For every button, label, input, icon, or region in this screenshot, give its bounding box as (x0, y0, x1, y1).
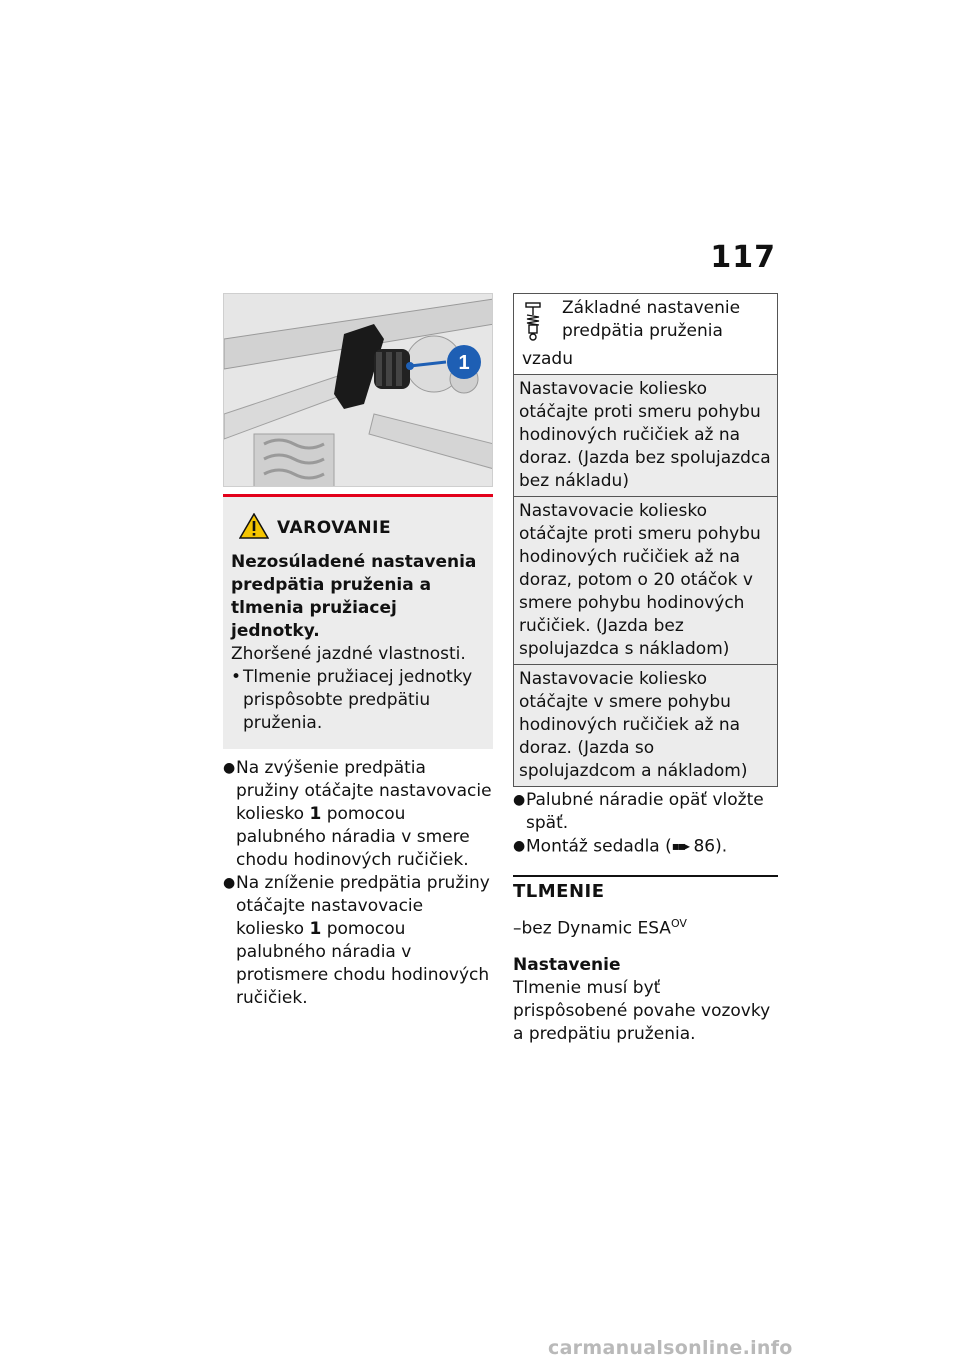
step-text: Montáž sedadla ( (526, 836, 672, 857)
table-header-line: Základné nastavenie (562, 298, 741, 318)
bullet-dot-icon: • (231, 667, 242, 687)
left-step-list (223, 757, 493, 1010)
warning-box (223, 494, 493, 749)
shock-absorber-icon (522, 297, 562, 348)
list-item (223, 757, 493, 872)
subtitle-text: –bez Dynamic ESA (513, 918, 671, 939)
step-text: pomocou palubného náradia v protismere chodu hodinových ručičiek. (236, 919, 490, 1008)
body-paragraph: Tlmenie musí byť prispôsobené povahe vozovky a predpätiu pruženia. (513, 978, 771, 1045)
right-step-list (513, 789, 778, 859)
page-number: 117 (710, 240, 776, 275)
table-row: Nastavovacie koliesko otáčajte proti smeru pohybu hodinových ručičiek až na doraz, potom o 20 otáčok v smere pohybu hodinových ručičiek. (Jazda bez spolujazdca s nákladom) (514, 497, 778, 665)
step-text: Na zníženie predpätia pružiny otáčajte nastavovacie koliesko (236, 873, 490, 939)
section-subtitle (513, 912, 778, 941)
list-item (223, 872, 493, 1010)
table-header-line: predpätia pruženia (562, 321, 723, 341)
page-reference[interactable]: 86). (688, 836, 728, 857)
step-text: pomocou palubného náradia v smere chodu hodinových ručičiek. (236, 804, 470, 870)
subsection-heading: Nastavenie (513, 955, 621, 976)
warning-measure (231, 666, 483, 735)
page-reference-arrow-icon[interactable]: ▪▪▸ (671, 839, 689, 853)
step-bullet-icon: ● (513, 838, 526, 854)
part-reference: 1 (309, 804, 322, 824)
section-title: TLMENIE (513, 880, 605, 902)
step-text: Na zvýšenie predpätia pružiny otáčajte nastavovacie koliesko (236, 758, 492, 824)
list-item (513, 835, 778, 859)
step-bullet-icon: ● (513, 792, 526, 808)
option-superscript: OV (670, 916, 687, 930)
right-column (513, 293, 778, 1046)
table-header-line: vzadu (522, 349, 573, 369)
figure-callout-label: 1 (458, 352, 470, 374)
warning-title: VAROVANIE (277, 518, 392, 538)
warning-hazard: Nezosúladené nastavenia predpätia pruženia a tlmenia pružiacej jednotky. (231, 552, 477, 641)
warning-triangle-icon (239, 513, 269, 543)
warning-measure-text: Tlmenie pružiacej jednotky prispôsobte predpätiu pruženia. (243, 667, 473, 733)
warning-consequence: Zhoršené jazdné vlastnosti. (231, 644, 466, 664)
table-header (514, 294, 778, 375)
preload-settings-table (513, 293, 778, 787)
part-reference: 1 (309, 919, 322, 939)
watermark: carmanualsonline.info (548, 1337, 793, 1359)
section-divider (513, 875, 778, 877)
step-bullet-icon: ● (223, 875, 236, 891)
rear-shock-illustration (224, 294, 493, 487)
table-row: Nastavovacie koliesko otáčajte proti smeru pohybu hodinových ručičiek až na doraz. (Jazda bez spolujazdca bez nákladu) (514, 375, 778, 497)
step-bullet-icon: ● (223, 760, 236, 776)
left-column (223, 293, 493, 1010)
table-row: Nastavovacie koliesko otáčajte v smere pohybu hodinových ručičiek až na doraz. (Jazda so spolujazdcom a nákladom) (514, 665, 778, 787)
adjuster-figure (223, 293, 493, 487)
list-item (513, 789, 778, 835)
step-text: Palubné náradie opäť vložte späť. (526, 790, 764, 833)
